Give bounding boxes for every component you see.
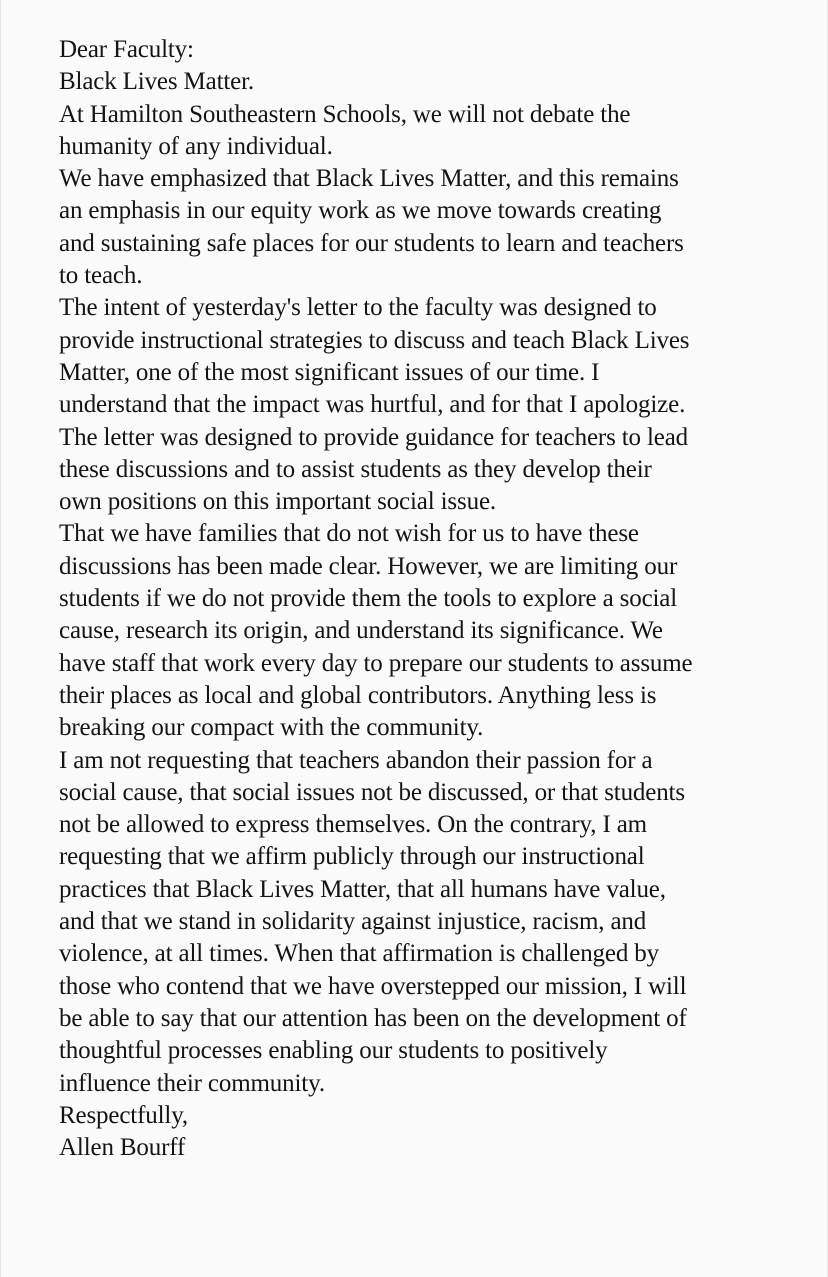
closing: Respectfully, bbox=[59, 1101, 189, 1129]
paragraph-line: We have emphasized that Black Lives Matter, and this remains bbox=[59, 165, 679, 193]
paragraph-line: and that we stand in solidarity against injustice, racism, and bbox=[59, 908, 647, 936]
paragraph-line: those who contend that we have overstepped our mission, I will bbox=[59, 972, 687, 1000]
paragraph-line: That we have families that do not wish for us to have these bbox=[59, 520, 639, 548]
paragraph-families bbox=[59, 518, 824, 744]
paragraph-line: an emphasis in our equity work as we move towards creating bbox=[59, 197, 662, 225]
paragraph-line: requesting that we affirm publicly through our instructional bbox=[59, 843, 645, 871]
salutation: Dear Faculty: bbox=[59, 36, 194, 63]
paragraph-line: understand that the impact was hurtful, and for that I apologize. bbox=[59, 391, 686, 419]
paragraph-line: provide instructional strategies to discuss and teach Black Lives bbox=[59, 326, 690, 354]
paragraph-intro bbox=[59, 66, 824, 98]
paragraph-line: thoughtful processes enabling our students to positively bbox=[59, 1037, 608, 1065]
paragraph-equity bbox=[59, 163, 824, 292]
paragraph-line: Black Lives Matter. bbox=[59, 68, 255, 96]
paragraph-line: practices that Black Lives Matter, that all humans have value, bbox=[59, 875, 666, 903]
paragraph-line: students if we do not provide them the tools to explore a social bbox=[59, 585, 678, 613]
paragraph-line: have staff that work every day to prepare our students to assume bbox=[59, 649, 693, 677]
paragraph-line: influence their community. bbox=[59, 1069, 325, 1097]
paragraph-intent bbox=[59, 292, 824, 518]
paragraph-line: humanity of any individual. bbox=[59, 132, 333, 160]
paragraph-line: breaking our compact with the community. bbox=[59, 714, 484, 742]
paragraph-line: The intent of yesterday's letter to the faculty was designed to bbox=[59, 294, 657, 322]
paragraph-request bbox=[59, 745, 824, 1100]
paragraph-line: I am not requesting that teachers abandon their passion for a bbox=[59, 746, 653, 774]
paragraph-line: these discussions and to assist students as they develop their bbox=[59, 455, 652, 483]
paragraph-line: and sustaining safe places for our students to learn and teachers bbox=[59, 229, 684, 257]
paragraph-line: not be allowed to express themselves. On the contrary, I am bbox=[59, 811, 647, 839]
paragraph-debate bbox=[59, 99, 824, 164]
paragraph-line: The letter was designed to provide guidance for teachers to lead bbox=[59, 423, 689, 451]
paragraph-line: cause, research its origin, and understand its significance. We bbox=[59, 617, 663, 645]
paragraph-line: own positions on this important social issue. bbox=[59, 488, 496, 516]
paragraph-line: Matter, one of the most significant issues of our time. I bbox=[59, 358, 600, 386]
paragraph-line: their places as local and global contributors. Anything less is bbox=[59, 681, 657, 709]
paragraph-line: discussions has been made clear. However, we are limiting our bbox=[59, 552, 678, 580]
letter-body bbox=[59, 34, 824, 1164]
paragraph-line: At Hamilton Southeastern Schools, we will not debate the bbox=[59, 100, 631, 128]
paragraph-line: to teach. bbox=[59, 262, 143, 290]
signature: Allen Bourff bbox=[59, 1134, 186, 1162]
paragraph-line: violence, at all times. When that affirmation is challenged by bbox=[59, 940, 660, 968]
paragraph-line: be able to say that our attention has been on the development of bbox=[59, 1004, 687, 1032]
paragraph-line: social cause, that social issues not be discussed, or that students bbox=[59, 778, 685, 806]
